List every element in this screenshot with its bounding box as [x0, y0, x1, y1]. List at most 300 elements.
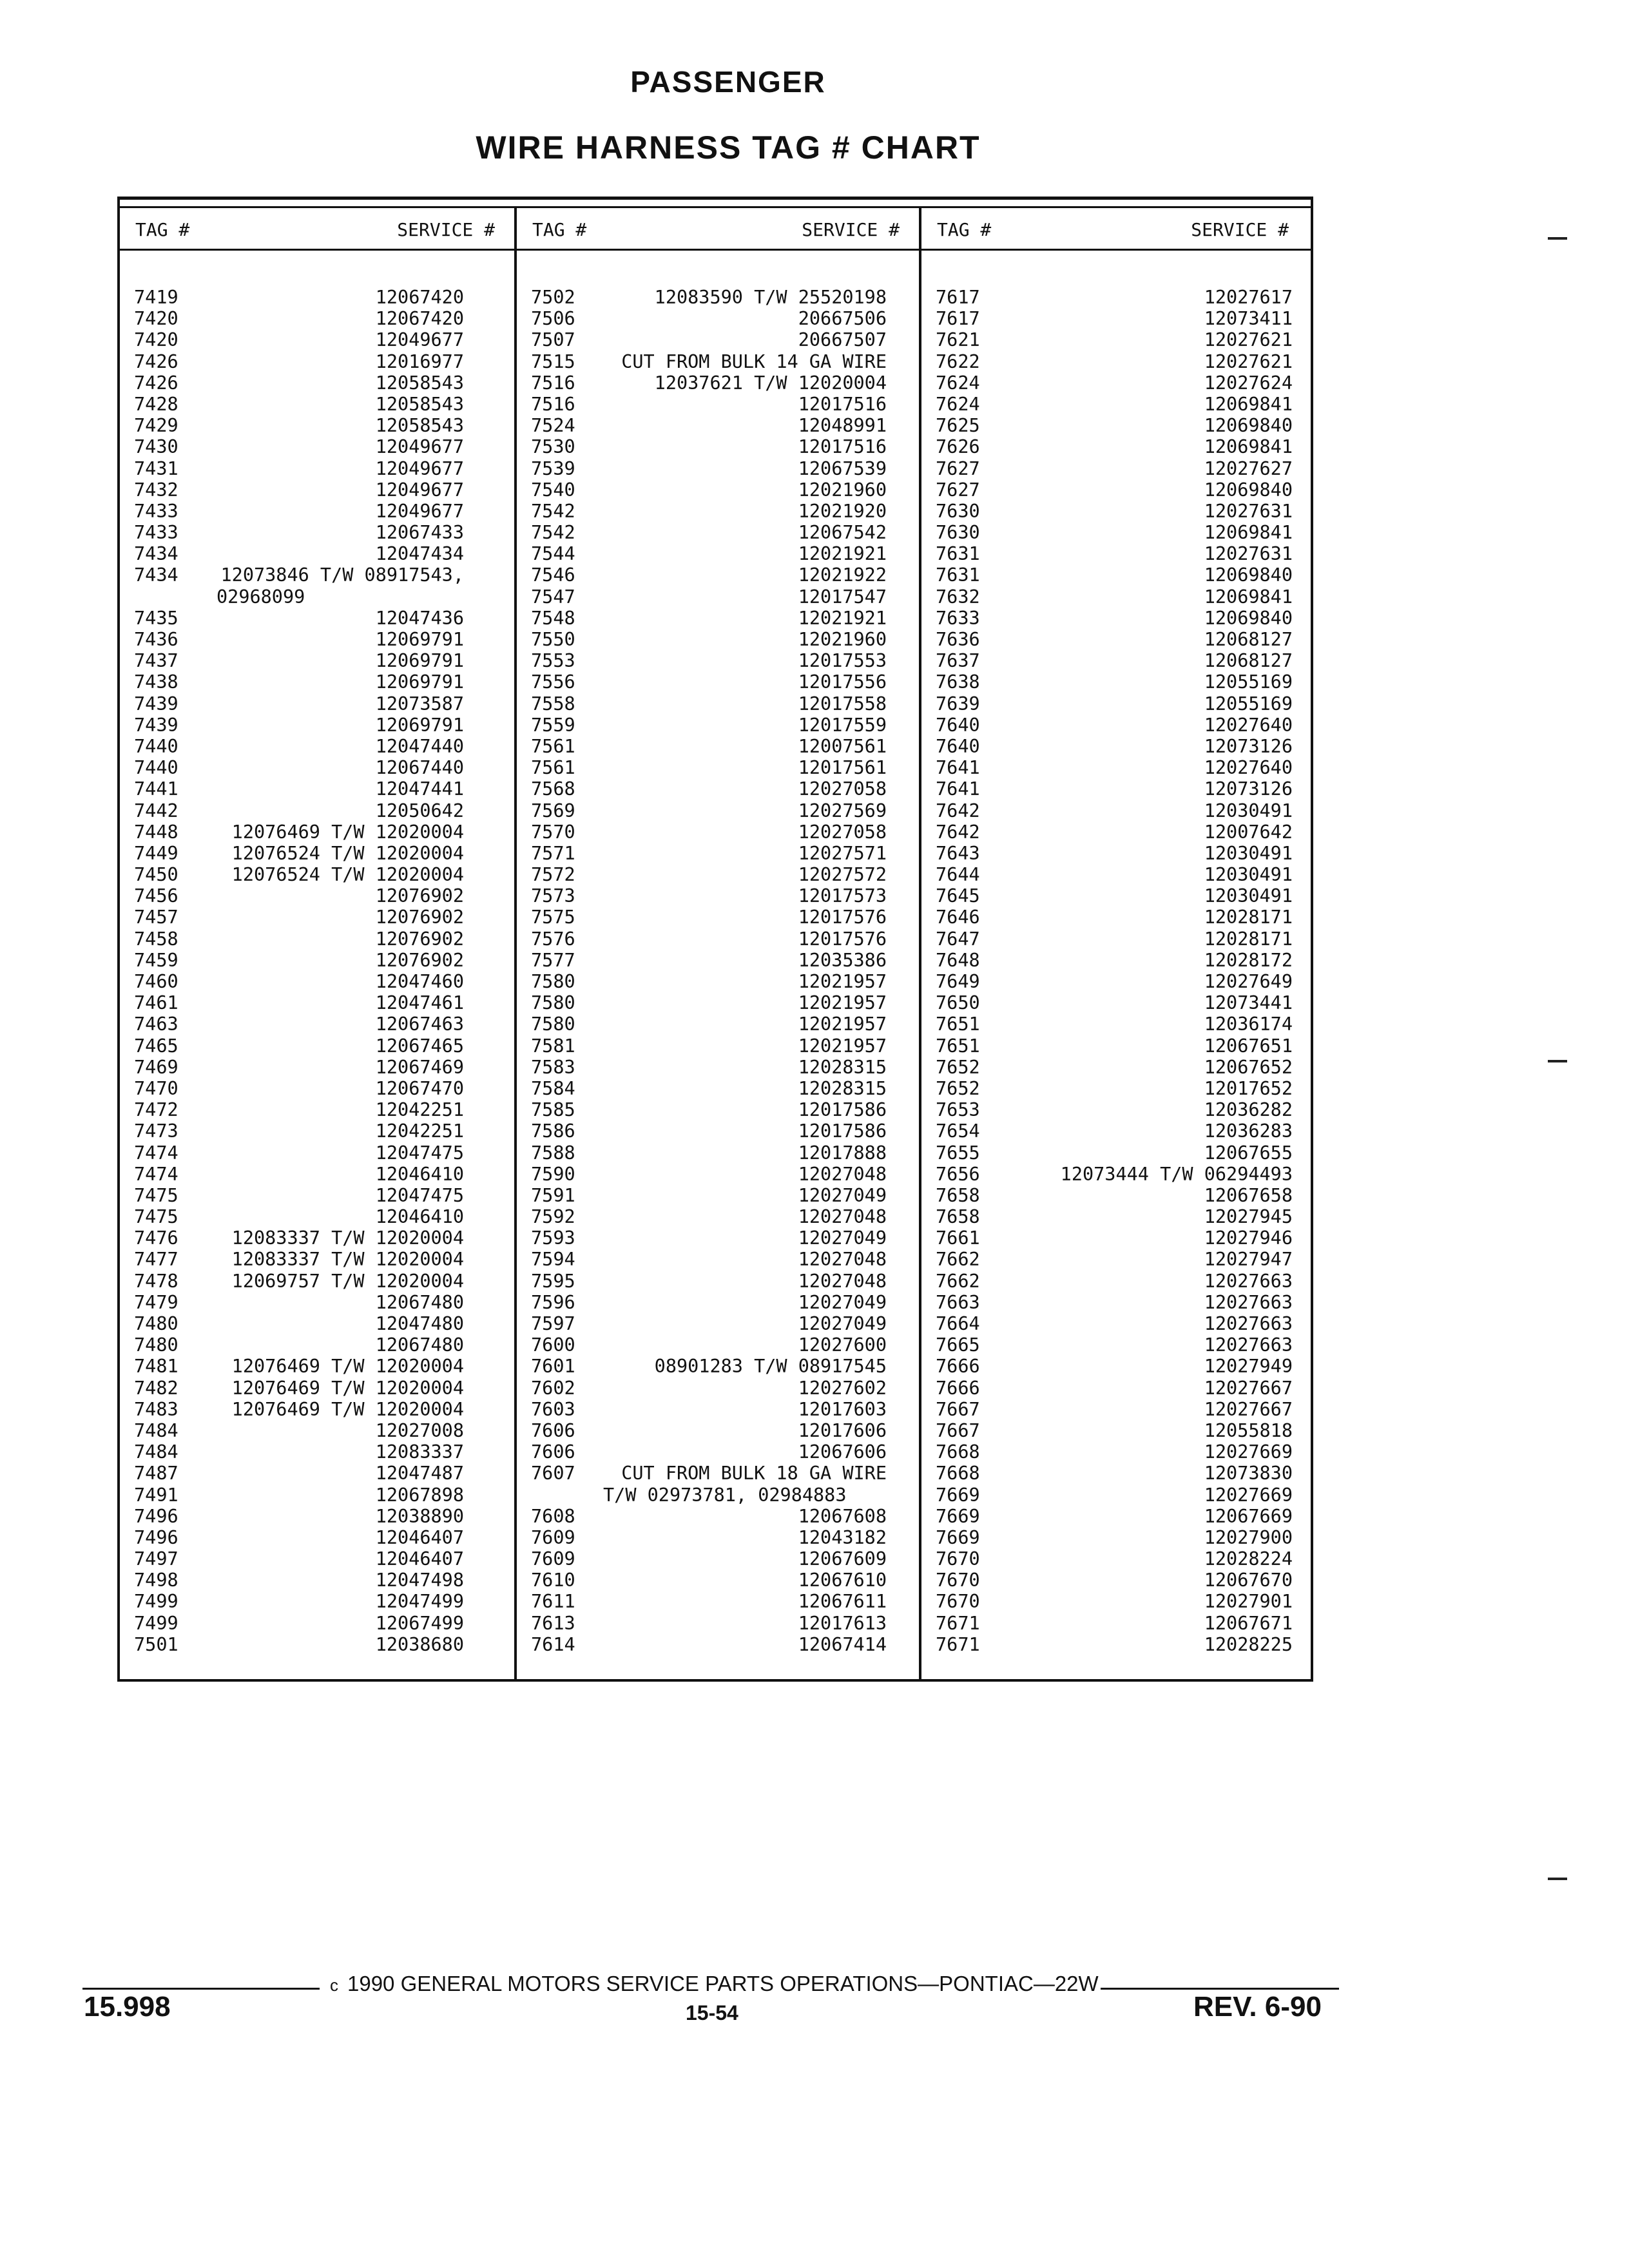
table-row: [120, 1420, 473, 1441]
table-row: [921, 757, 1302, 778]
tag-number: 7624: [936, 372, 980, 394]
table-row: [921, 1313, 1302, 1334]
service-number: 12017576: [798, 907, 887, 928]
tag-number: 7540: [531, 479, 575, 501]
tag-number: 7465: [134, 1035, 178, 1057]
tag-chart-table: [117, 197, 1313, 1682]
tag-number: 7548: [531, 607, 575, 629]
service-number: 12049677: [375, 436, 464, 458]
table-row: [517, 1164, 896, 1185]
tag-number: 7640: [936, 735, 980, 757]
table-row: [120, 671, 473, 693]
tag-number: 7669: [936, 1526, 980, 1548]
table-row: [120, 1185, 473, 1206]
table-row: [517, 522, 896, 543]
table-row: [120, 928, 473, 950]
table-row: [120, 800, 473, 822]
tag-number: 7606: [531, 1441, 575, 1463]
service-number: 12067469: [375, 1056, 464, 1078]
table-row: [517, 1292, 896, 1313]
copyright-icon: c: [330, 1975, 338, 1995]
tag-number: 7670: [936, 1548, 980, 1570]
tag-number: 7460: [134, 971, 178, 992]
table-row: [120, 608, 473, 629]
table-row: [921, 928, 1302, 950]
service-number: 12076902: [375, 885, 464, 907]
service-number: 12073830: [1204, 1463, 1293, 1485]
tag-number: 7477: [134, 1249, 178, 1271]
table-row: [120, 1634, 473, 1655]
tag-number: 7433: [134, 500, 178, 522]
service-number: 12050642: [375, 800, 464, 822]
service-number: 12027945: [1204, 1206, 1293, 1228]
table-row: [921, 1463, 1302, 1484]
service-number: 20667507: [798, 329, 887, 351]
tag-number: 7432: [134, 479, 178, 501]
service-number: 12069841: [1204, 522, 1293, 544]
service-number: 12076469 T/W 12020004: [231, 1377, 464, 1399]
table-row: [921, 394, 1302, 415]
service-number: 12067463: [375, 1014, 464, 1035]
service-number: 12073846 T/W 08917543,: [220, 564, 464, 586]
table-row: [921, 671, 1302, 693]
tag-number: 7561: [531, 735, 575, 757]
service-number: 12042251: [375, 1099, 464, 1121]
tag-number: 7637: [936, 650, 980, 672]
tag-number: 7627: [936, 457, 980, 479]
table-row: [517, 928, 896, 950]
service-number: 12067480: [375, 1334, 464, 1356]
tag-number: 7667: [936, 1419, 980, 1441]
service-number: 12073411: [1204, 308, 1293, 330]
service-note-continuation: 02968099: [217, 586, 305, 608]
tag-number: 7664: [936, 1313, 980, 1334]
service-number: 12047498: [375, 1570, 464, 1591]
service-number: CUT FROM BULK 14 GA WIRE: [621, 351, 887, 372]
tag-number: 7458: [134, 928, 178, 950]
table-row: [517, 1548, 896, 1570]
tag-column-2: [517, 287, 896, 1655]
service-number: 12021957: [798, 1014, 887, 1035]
tag-number: 7478: [134, 1270, 178, 1292]
table-row: [120, 351, 473, 372]
tag-number: 7641: [936, 757, 980, 779]
tag-number: 7624: [936, 393, 980, 415]
tag-number: 7480: [134, 1334, 178, 1356]
tag-number: 7559: [531, 714, 575, 736]
table-row: [921, 1035, 1302, 1057]
tag-number: 7646: [936, 907, 980, 928]
tag-number: 7607: [531, 1463, 575, 1485]
table-row: [921, 950, 1302, 971]
tag-number: 7601: [531, 1356, 575, 1378]
table-row: [921, 501, 1302, 522]
service-number: 12017606: [798, 1419, 887, 1441]
table-row: [921, 436, 1302, 457]
table-row: [120, 822, 473, 843]
service-number: 12083337 T/W 12020004: [231, 1227, 464, 1249]
service-number: 12067465: [375, 1035, 464, 1057]
table-row: [120, 1613, 473, 1634]
table-row: [921, 1548, 1302, 1570]
tag-number: 7550: [531, 629, 575, 650]
tag-number: 7473: [134, 1120, 178, 1142]
tag-number: 7658: [936, 1184, 980, 1206]
table-row: [120, 1399, 473, 1420]
service-number: 12067609: [798, 1548, 887, 1570]
header-service-label: SERVICE #: [1191, 219, 1289, 240]
tag-number: 7602: [531, 1377, 575, 1399]
tag-number: 7632: [936, 586, 980, 608]
service-number: 12069791: [375, 671, 464, 693]
page-title-chart: WIRE HARNESS TAG # CHART: [476, 130, 981, 166]
tag-number: 7627: [936, 479, 980, 501]
service-number: 12021957: [798, 971, 887, 992]
service-number: 20667506: [798, 308, 887, 330]
service-number: 12036283: [1204, 1120, 1293, 1142]
tag-number: 7588: [531, 1142, 575, 1164]
tag-number: 7583: [531, 1056, 575, 1078]
tag-number: 7429: [134, 415, 178, 437]
service-number: 12067611: [798, 1591, 887, 1613]
tag-number: 7586: [531, 1120, 575, 1142]
service-number: 12067539: [798, 457, 887, 479]
service-number: 12083337: [375, 1441, 464, 1463]
service-number: 12017586: [798, 1099, 887, 1121]
tag-number: 7573: [531, 885, 575, 907]
service-number: 12067420: [375, 287, 464, 308]
table-row: [921, 1206, 1302, 1227]
service-number: 12017547: [798, 586, 887, 608]
service-number: 12027640: [1204, 757, 1293, 779]
table-row: [921, 1420, 1302, 1441]
table-row: [921, 1057, 1302, 1078]
table-row: [120, 693, 473, 715]
table-row: [120, 1527, 473, 1548]
table-row: [517, 501, 896, 522]
service-number: 12027669: [1204, 1441, 1293, 1463]
service-number: 12027048: [798, 1163, 887, 1185]
table-row: [120, 778, 473, 800]
service-number: 12073441: [1204, 992, 1293, 1014]
tag-number: 7558: [531, 693, 575, 715]
service-number: 12046407: [375, 1548, 464, 1570]
table-row: [517, 436, 896, 457]
tag-number: 7481: [134, 1356, 178, 1378]
service-number: 12083590 T/W 25520198: [654, 287, 887, 308]
tag-number: 7663: [936, 1291, 980, 1313]
service-number: 12067658: [1204, 1184, 1293, 1206]
tag-number: 7666: [936, 1356, 980, 1378]
tag-number: 7502: [531, 287, 575, 308]
table-top-rule: [120, 206, 1311, 208]
tag-number: 7581: [531, 1035, 575, 1057]
service-number: 12076524 T/W 12020004: [231, 864, 464, 886]
service-number: 12017516: [798, 436, 887, 458]
header-service-label: SERVICE #: [397, 219, 495, 240]
tag-number: 7499: [134, 1591, 178, 1613]
table-row: [517, 1527, 896, 1548]
table-row: [517, 308, 896, 329]
tag-number: 7633: [936, 607, 980, 629]
tag-number: 7642: [936, 821, 980, 843]
tag-number: 7656: [936, 1163, 980, 1185]
service-number: 12047480: [375, 1313, 464, 1334]
service-number: 12049677: [375, 500, 464, 522]
table-row: [517, 800, 896, 822]
table-row: [120, 287, 473, 308]
tag-number: 7614: [531, 1633, 575, 1655]
table-row: [517, 1485, 896, 1506]
service-number: 12047460: [375, 971, 464, 992]
tag-number: 7626: [936, 436, 980, 458]
tag-number: 7669: [936, 1484, 980, 1506]
table-row: [517, 693, 896, 715]
tag-number: 7439: [134, 714, 178, 736]
service-number: 12043182: [798, 1526, 887, 1548]
tag-number: 7594: [531, 1249, 575, 1271]
table-row: [517, 287, 896, 308]
service-number: 12017558: [798, 693, 887, 715]
tag-number: 7662: [936, 1249, 980, 1271]
table-row: [517, 822, 896, 843]
service-number: 12047475: [375, 1142, 464, 1164]
service-number: 12016977: [375, 351, 464, 372]
service-number: 12038890: [375, 1505, 464, 1527]
table-row: [921, 1014, 1302, 1035]
table-row: [517, 885, 896, 907]
table-row: [921, 329, 1302, 351]
service-number: 12027631: [1204, 543, 1293, 565]
tag-number: 7652: [936, 1056, 980, 1078]
table-row: [517, 1378, 896, 1399]
table-row: [517, 1078, 896, 1099]
tag-number: 7580: [531, 1014, 575, 1035]
table-row: [921, 1120, 1302, 1142]
service-number: 12021921: [798, 607, 887, 629]
table-row: [517, 1463, 896, 1484]
table-row: [517, 650, 896, 671]
service-number: 12073587: [375, 693, 464, 715]
table-row: [120, 907, 473, 928]
tag-number: 7647: [936, 928, 980, 950]
service-number: 12042251: [375, 1120, 464, 1142]
service-number: 12027663: [1204, 1270, 1293, 1292]
service-number: 12035386: [798, 949, 887, 971]
tag-number: 7621: [936, 329, 980, 351]
service-number: 12067671: [1204, 1612, 1293, 1634]
service-number: 12068127: [1204, 650, 1293, 672]
service-number: 12058543: [375, 372, 464, 394]
service-number: 12027631: [1204, 500, 1293, 522]
tag-number: 7442: [134, 800, 178, 822]
service-number: 12067608: [798, 1505, 887, 1527]
service-number: 12021960: [798, 629, 887, 650]
service-number: 12027058: [798, 821, 887, 843]
tag-number: 7611: [531, 1591, 575, 1613]
service-number: 12046410: [375, 1206, 464, 1228]
tag-number: 7609: [531, 1548, 575, 1570]
service-number: 12021957: [798, 992, 887, 1014]
table-row: [921, 1506, 1302, 1527]
tag-number: 7653: [936, 1099, 980, 1121]
table-row: [921, 650, 1302, 671]
table-row: [921, 522, 1302, 543]
service-number: 12017573: [798, 885, 887, 907]
header-tag-label: TAG #: [532, 219, 587, 240]
service-number: 12027663: [1204, 1334, 1293, 1356]
table-row: [120, 885, 473, 907]
tag-number: 7610: [531, 1570, 575, 1591]
table-row: [921, 608, 1302, 629]
tag-number: 7658: [936, 1206, 980, 1228]
table-row: [517, 671, 896, 693]
table-row: [921, 1613, 1302, 1634]
table-row: [517, 778, 896, 800]
table-row: [921, 843, 1302, 864]
table-row: [120, 1099, 473, 1120]
table-row: [921, 1249, 1302, 1270]
tag-number: 7426: [134, 351, 178, 372]
service-number: 12017516: [798, 393, 887, 415]
service-number: 12027049: [798, 1184, 887, 1206]
service-number: 12048991: [798, 415, 887, 437]
tag-number: 7667: [936, 1398, 980, 1420]
service-number: 12027627: [1204, 457, 1293, 479]
service-number: 12083337 T/W 12020004: [231, 1249, 464, 1271]
tag-number: 7542: [531, 500, 575, 522]
service-number: 12067670: [1204, 1570, 1293, 1591]
table-row: [120, 1591, 473, 1612]
tag-number: 7671: [936, 1612, 980, 1634]
table-row: [517, 864, 896, 885]
tag-number: 7641: [936, 778, 980, 800]
table-row: [517, 843, 896, 864]
table-row: [921, 1271, 1302, 1292]
tag-number: 7597: [531, 1313, 575, 1334]
service-number: 12027049: [798, 1227, 887, 1249]
table-row: [517, 629, 896, 650]
table-row: [921, 1485, 1302, 1506]
tag-number: 7651: [936, 1035, 980, 1057]
service-number: 12027572: [798, 864, 887, 886]
service-number: 12007561: [798, 735, 887, 757]
service-number: 12076902: [375, 928, 464, 950]
service-number: 12047461: [375, 992, 464, 1014]
service-number: 12055169: [1204, 693, 1293, 715]
service-number: 12069840: [1204, 415, 1293, 437]
table-row: [921, 543, 1302, 564]
table-row: [921, 415, 1302, 436]
table-row: [517, 415, 896, 436]
tag-number: 7577: [531, 949, 575, 971]
tag-number: 7631: [936, 543, 980, 565]
service-number: 12055169: [1204, 671, 1293, 693]
table-row: [120, 1378, 473, 1399]
table-row: [120, 950, 473, 971]
service-number: 12027901: [1204, 1591, 1293, 1613]
page-title-passenger: PASSENGER: [630, 65, 826, 99]
service-number: 12027947: [1204, 1249, 1293, 1271]
tag-number: 7649: [936, 971, 980, 992]
service-number: 12027058: [798, 778, 887, 800]
service-number: 12017586: [798, 1120, 887, 1142]
tag-number: 7479: [134, 1291, 178, 1313]
service-number: 12067651: [1204, 1035, 1293, 1057]
service-number: 12027649: [1204, 971, 1293, 992]
tag-number: 7571: [531, 842, 575, 864]
service-number: 12073126: [1204, 778, 1293, 800]
service-number: 12007642: [1204, 821, 1293, 843]
header-tag-label: TAG #: [937, 219, 992, 240]
tag-number: 7433: [134, 522, 178, 544]
tag-number: 7420: [134, 308, 178, 330]
table-row: [921, 992, 1302, 1014]
table-row: [120, 1441, 473, 1463]
service-number: 12049677: [375, 329, 464, 351]
service-number: 12067440: [375, 757, 464, 779]
table-row: [921, 800, 1302, 822]
tag-number: 7461: [134, 992, 178, 1014]
tag-number: 7546: [531, 564, 575, 586]
tag-number: 7617: [936, 308, 980, 330]
table-row: [120, 757, 473, 778]
table-row: [517, 1271, 896, 1292]
table-row: [517, 757, 896, 778]
tag-number: 7600: [531, 1334, 575, 1356]
service-number: 12069841: [1204, 436, 1293, 458]
table-row: [517, 1035, 896, 1057]
table-row: [921, 1399, 1302, 1420]
service-number: 12046407: [375, 1526, 464, 1548]
service-number: 12069791: [375, 629, 464, 650]
tag-number: 7475: [134, 1184, 178, 1206]
table-row: [120, 1164, 473, 1185]
tag-number: 7515: [531, 351, 575, 372]
tag-number: 7584: [531, 1077, 575, 1099]
tag-number: 7580: [531, 992, 575, 1014]
table-row: [921, 864, 1302, 885]
service-number: 12049677: [375, 479, 464, 501]
service-number: 12076469 T/W 12020004: [231, 1398, 464, 1420]
service-number: 12027663: [1204, 1313, 1293, 1334]
table-row: [120, 1356, 473, 1377]
service-number: 12076469 T/W 12020004: [231, 821, 464, 843]
tag-number: 7476: [134, 1227, 178, 1249]
service-number: 12076902: [375, 949, 464, 971]
tag-number: 7638: [936, 671, 980, 693]
copyright-text: 1990 GENERAL MOTORS SERVICE PARTS OPERATIONS—PONTIAC—22W: [347, 1972, 1099, 1995]
tag-column-3: [921, 287, 1302, 1655]
service-number: 12027946: [1204, 1227, 1293, 1249]
tag-number: 7593: [531, 1227, 575, 1249]
table-row: [921, 1591, 1302, 1612]
tag-number: 7440: [134, 757, 178, 779]
service-number: 12027571: [798, 842, 887, 864]
tag-number: 7440: [134, 735, 178, 757]
table-row: [921, 693, 1302, 715]
service-number: CUT FROM BULK 18 GA WIRE: [621, 1463, 887, 1485]
tag-number: 7666: [936, 1377, 980, 1399]
service-number: 12027640: [1204, 714, 1293, 736]
tag-number: 7469: [134, 1056, 178, 1078]
table-row: [921, 1356, 1302, 1377]
table-row: [120, 415, 473, 436]
tag-number: 7438: [134, 671, 178, 693]
revision-date: REV. 6-90: [1193, 1991, 1322, 2023]
tag-number: 7480: [134, 1313, 178, 1334]
tag-number: 7596: [531, 1291, 575, 1313]
